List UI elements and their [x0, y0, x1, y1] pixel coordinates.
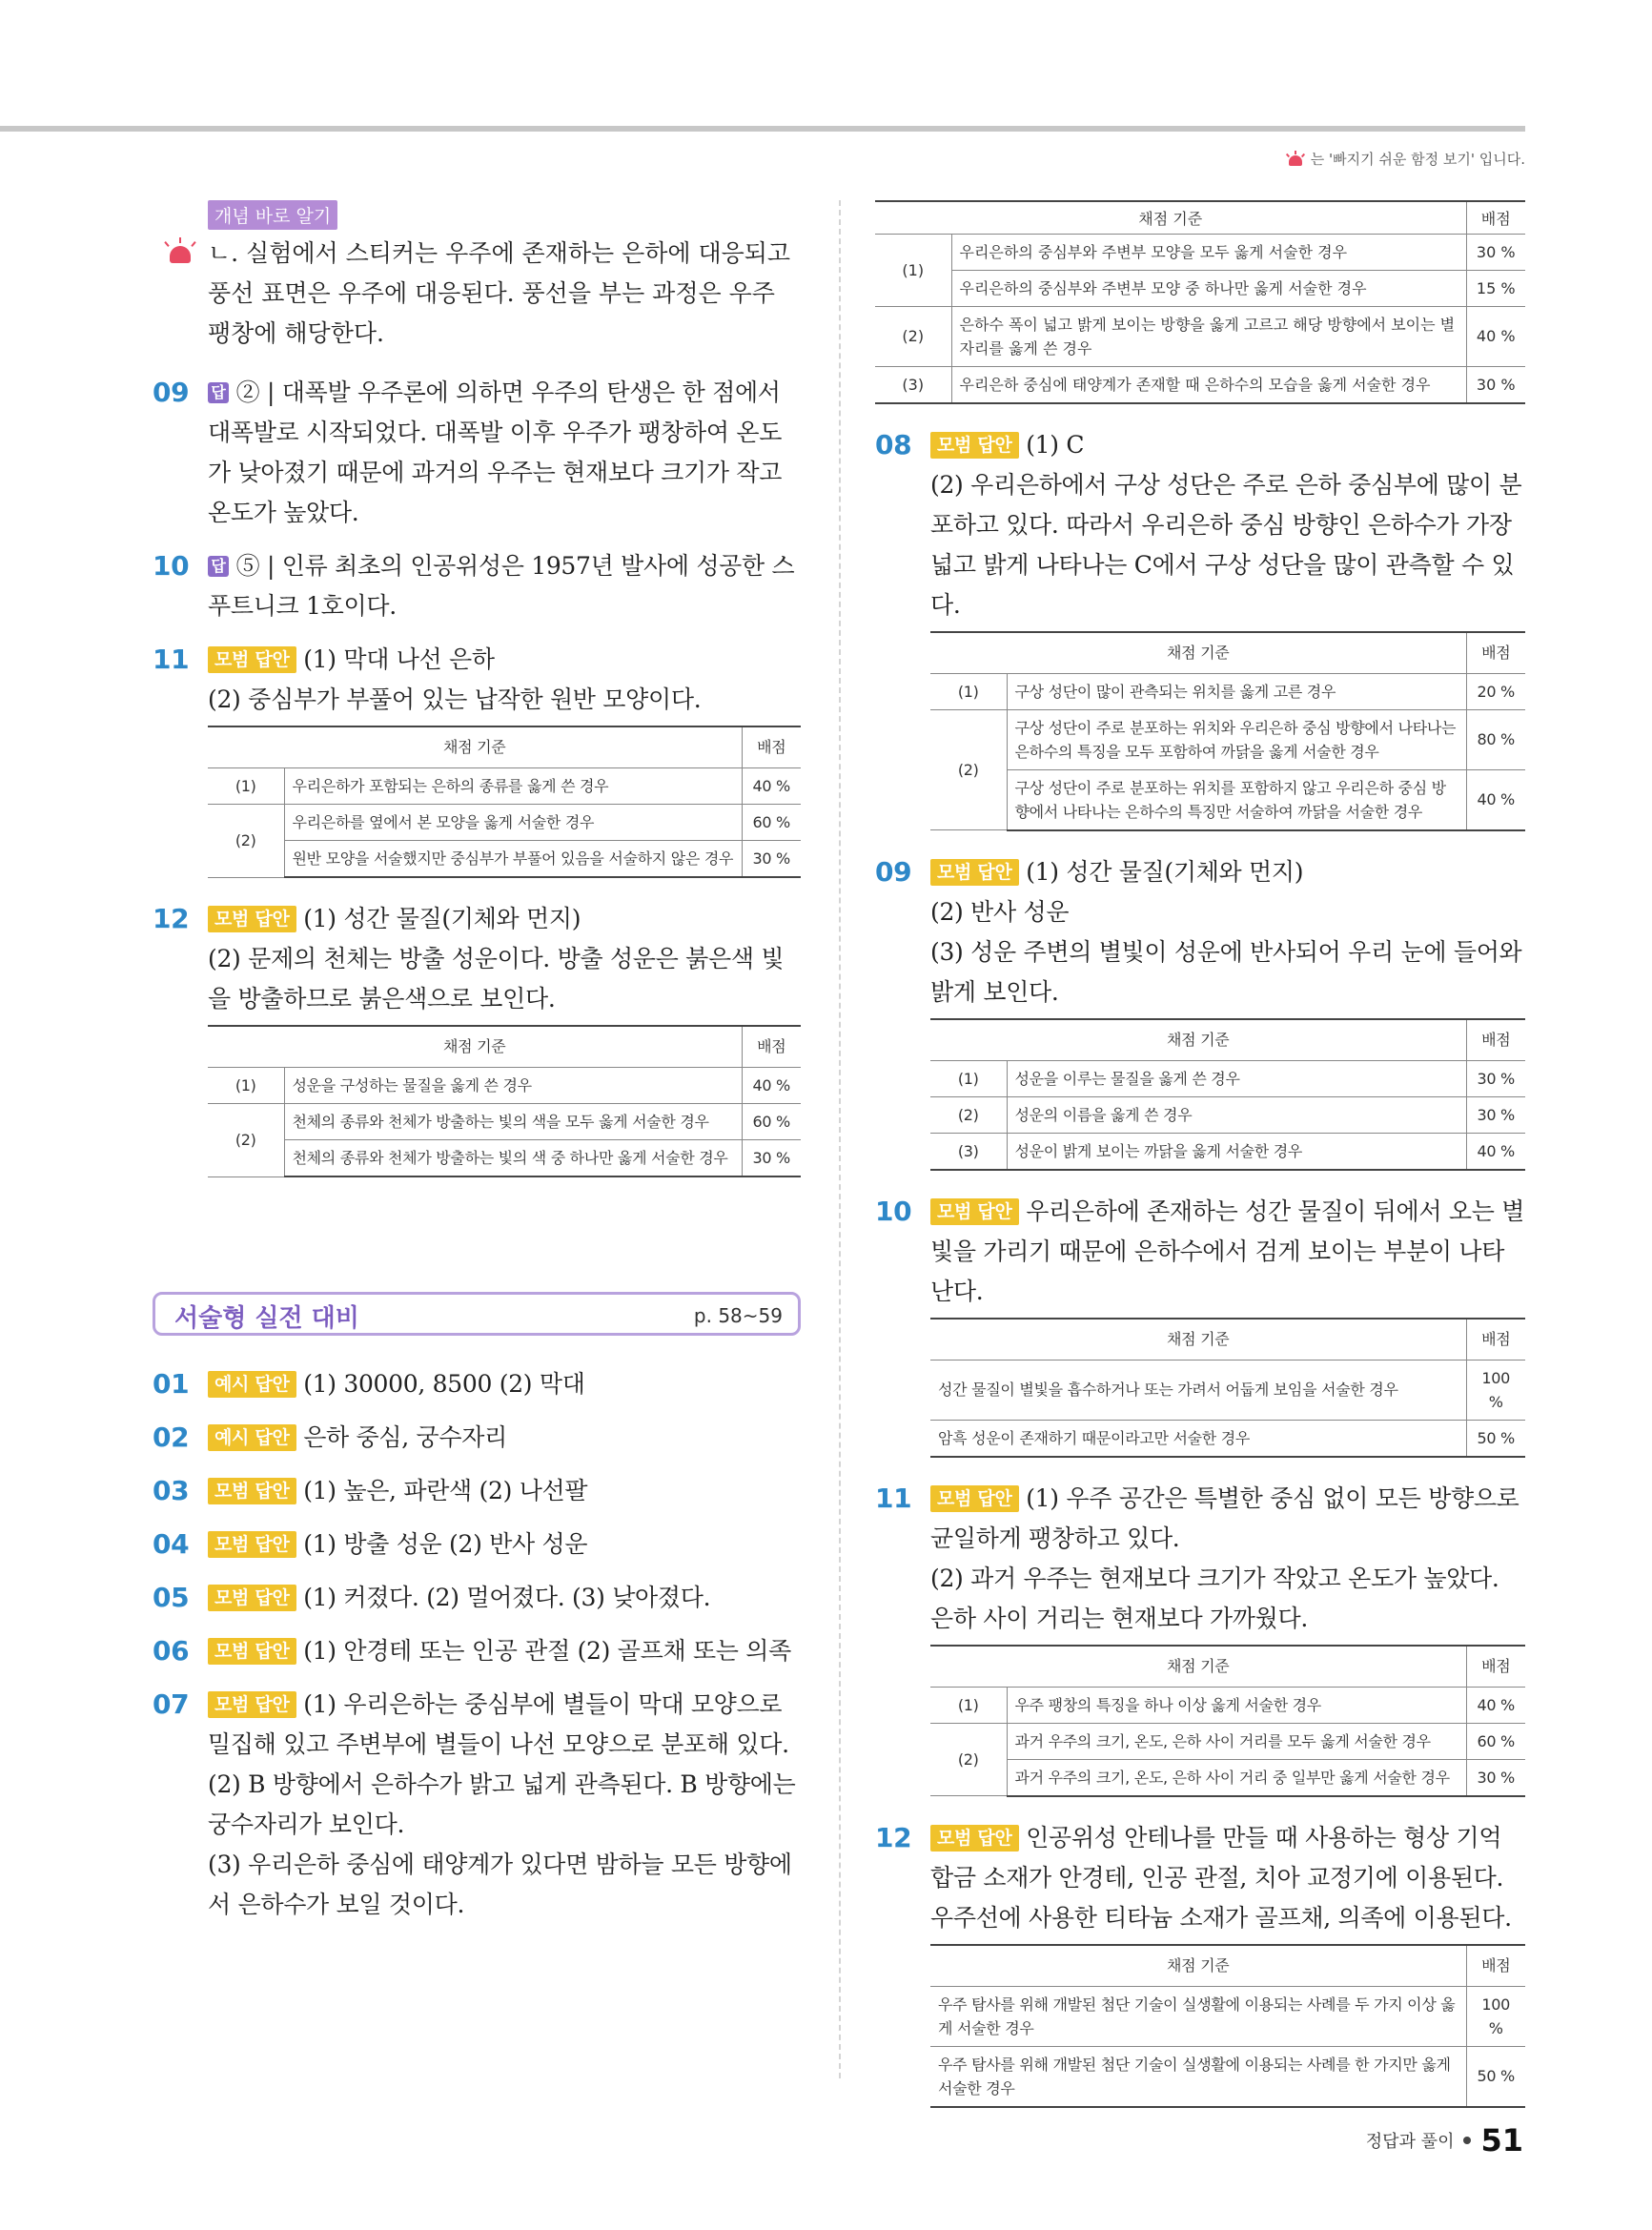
table-row — [875, 366, 1525, 403]
model-answer-tag: 모범 답안 — [930, 859, 1019, 886]
table-row — [930, 1723, 1525, 1759]
section-header — [153, 1292, 801, 1336]
row-score: 100 % — [1466, 1360, 1525, 1420]
model-answer-tag: 모범 답안 — [208, 1691, 296, 1718]
table-row — [875, 306, 1525, 366]
table-row — [930, 709, 1525, 769]
answer-text: ⑤ | 인류 최초의 인공위성은 1957년 발사에 성공한 스푸트니크 1호이다. — [208, 552, 795, 620]
scoring-table — [930, 631, 1525, 831]
table-row — [208, 1104, 801, 1140]
table-header-criteria: 채점 기준 — [208, 726, 742, 768]
row-score: 30 % — [742, 841, 801, 878]
column-divider — [839, 200, 841, 2078]
scoring-table — [930, 1645, 1525, 1797]
row-criteria: 우주 팽창의 특징을 하나 이상 옳게 서술한 경우 — [1007, 1687, 1466, 1723]
answer-02 — [153, 1418, 801, 1458]
answer-line: (1) C — [1026, 430, 1085, 459]
answer-line: (1) 우리은하는 중심부에 별들이 막대 모양으로 밀집해 있고 주변부에 별들이 나선 모양으로 분포해 있다. — [208, 1690, 789, 1758]
row-score: 100 % — [1466, 1986, 1525, 2046]
warning-lamp-icon — [1286, 151, 1305, 168]
row-score: 40 % — [1466, 1687, 1525, 1723]
table-header-score: 배점 — [1466, 632, 1525, 674]
row-score: 30 % — [1466, 1060, 1525, 1096]
answer-06 — [153, 1631, 801, 1671]
question-number: 11 — [153, 644, 190, 675]
row-score: 15 % — [1466, 270, 1525, 306]
answer-10 — [153, 546, 801, 626]
answer-line: (1) 우주 공간은 특별한 중심 없이 모든 방향으로 균일하게 팽창하고 있다. — [930, 1483, 1519, 1552]
row-criteria: 천체의 종류와 천체가 방출하는 빛의 색 중 하나만 옳게 서술한 경우 — [284, 1140, 742, 1177]
table-row — [208, 1068, 801, 1104]
table-row — [930, 769, 1525, 830]
row-key: (2) — [930, 1723, 1007, 1796]
scoring-table — [208, 726, 801, 878]
answer-line: (1) 성간 물질(기체와 먼지) — [303, 905, 581, 932]
row-criteria: 성운의 이름을 옳게 쓴 경우 — [1007, 1096, 1466, 1133]
answer-line: (2) B 방향에서 은하수가 밝고 넓게 관측된다. B 방향에는 궁수자리가 보인다. — [208, 1770, 796, 1838]
row-score: 40 % — [1466, 306, 1525, 366]
table-header-criteria: 채점 기준 — [930, 1945, 1466, 1987]
question-number: 06 — [153, 1635, 190, 1667]
table-row — [208, 1140, 801, 1177]
table-row — [875, 270, 1525, 306]
row-score: 30 % — [742, 1140, 801, 1177]
question-number: 02 — [153, 1422, 190, 1453]
table-row — [208, 768, 801, 805]
table-row — [930, 1060, 1525, 1096]
row-key: (2) — [930, 1096, 1007, 1133]
row-criteria: 성운을 구성하는 물질을 옳게 쓴 경우 — [284, 1068, 742, 1104]
scoring-table — [930, 1318, 1525, 1458]
footer-dot — [1463, 2137, 1471, 2144]
right-column — [875, 200, 1525, 2129]
section-title: 서술형 실전 대비 — [174, 1304, 359, 1333]
example-answer-tag: 예시 답안 — [208, 1371, 296, 1398]
table-row — [930, 1133, 1525, 1170]
table-row — [930, 673, 1525, 709]
answer-line: (2) 문제의 천체는 방출 성운이다. 방출 성운은 붉은색 빛을 방출하므로 붉은색으로 보인다. — [208, 945, 785, 1013]
row-score: 30 % — [1466, 1096, 1525, 1133]
table-header-criteria: 채점 기준 — [930, 1646, 1466, 1688]
answer-text: 우리은하에 존재하는 성간 물질이 뒤에서 오는 별빛을 가리기 때문에 은하수에서 검게 보이는 부분이 나타난다. — [930, 1197, 1525, 1305]
model-answer-tag: 모범 답안 — [208, 1585, 296, 1611]
row-key: (1) — [930, 673, 1007, 709]
model-answer-tag: 모범 답안 — [930, 1825, 1019, 1852]
row-criteria: 성운이 밝게 보이는 까닭을 옳게 서술한 경우 — [1007, 1133, 1466, 1170]
table-row — [930, 2046, 1525, 2107]
example-answer-tag: 예시 답안 — [208, 1424, 296, 1451]
table-header-criteria: 채점 기준 — [875, 201, 1466, 234]
table-row — [208, 805, 801, 841]
answer-text: 은하 중심, 궁수자리 — [303, 1423, 507, 1451]
table-header-criteria: 채점 기준 — [930, 1019, 1466, 1061]
top-note-text: 는 '빠지기 쉬운 함정 보기' 입니다. — [1310, 151, 1525, 168]
answer-text: 인공위성 안테나를 만들 때 사용하는 형상 기억 합금 소재가 안경테, 인공 관절, 치아 교정기에 이용된다. 우주선에 사용한 티타늄 소재가 골프채, 의족에 이용된다. — [930, 1823, 1512, 1932]
answer-line: (2) 과거 우주는 현재보다 크기가 작았고 온도가 높았다. 은하 사이 거리는 현재보다 가까웠다. — [930, 1564, 1499, 1632]
answer-text: (1) 커졌다. (2) 멀어졌다. (3) 낮아졌다. — [303, 1584, 711, 1611]
table-row — [930, 1687, 1525, 1723]
answer-line: (2) 우리은하에서 구상 성단은 주로 은하 중심부에 많이 분포하고 있다. 따라서 우리은하 중심 방향인 은하수가 가장 넓고 밝게 나타나는 C에서 구상 성단을 많이 관측할 수 있다. — [930, 470, 1522, 619]
row-criteria: 우리은하의 중심부와 주변부 모양 중 하나만 옳게 서술한 경우 — [951, 270, 1466, 306]
left-column — [153, 200, 801, 1938]
page-footer — [1366, 2122, 1523, 2158]
row-score: 40 % — [1466, 769, 1525, 830]
row-criteria: 암흑 성운이 존재하기 때문이라고만 서술한 경우 — [930, 1420, 1466, 1457]
answer-01 — [153, 1364, 801, 1404]
model-answer-tag: 모범 답안 — [208, 1638, 296, 1665]
question-number: 12 — [875, 1821, 912, 1853]
question-number: 10 — [875, 1195, 912, 1227]
answer-line: (3) 우리은하 중심에 태양계가 있다면 밤하늘 모든 방향에서 은하수가 보일 것이다. — [208, 1851, 792, 1918]
table-header-criteria: 채점 기준 — [930, 1319, 1466, 1361]
answer-11 — [153, 640, 801, 878]
answer-badge: 답 — [208, 556, 229, 577]
scoring-table-07 — [875, 200, 1525, 404]
model-answer-tag: 모범 답안 — [930, 1485, 1019, 1512]
answer-text: (1) 30000, 8500 (2) 막대 — [303, 1370, 585, 1398]
answer-12 — [153, 899, 801, 1177]
answer-09 — [875, 852, 1525, 1171]
warning-lamp-icon — [164, 237, 196, 266]
concept-tag: 개념 바로 알기 — [208, 200, 337, 230]
answer-text: ② | 대폭발 우주론에 의하면 우주의 탄생은 한 점에서 대폭발로 시작되었다. 대폭발 이후 우주가 팽창하여 온도가 낮아졌기 때문에 과거의 우주는 현재보다 크기가 작고 온도가 높았다. — [208, 378, 783, 526]
row-criteria: 은하수 폭이 넓고 밝게 보이는 방향을 옳게 고르고 해당 방향에서 보이는 별자리를 옳게 쓴 경우 — [951, 306, 1466, 366]
row-score: 60 % — [742, 1104, 801, 1140]
row-key: (1) — [875, 234, 951, 306]
concept-text: ㄴ. 실험에서 스티커는 우주에 존재하는 은하에 대응되고 풍선 표면은 우주에 대응된다. 풍선을 부는 과정은 우주 팽창에 해당한다. — [208, 239, 791, 347]
row-score: 60 % — [1466, 1723, 1525, 1759]
answer-badge: 답 — [208, 382, 229, 403]
answer-11 — [875, 1479, 1525, 1797]
table-header-score: 배점 — [1466, 1646, 1525, 1688]
table-row — [930, 1420, 1525, 1457]
top-note — [1286, 149, 1525, 169]
answer-08 — [875, 425, 1525, 831]
answer-line: (1) 성간 물질(기체와 먼지) — [1026, 857, 1304, 886]
model-answer-tag: 모범 답안 — [208, 1531, 296, 1558]
table-header-score: 배점 — [742, 1026, 801, 1068]
question-number: 04 — [153, 1528, 190, 1560]
model-answer-tag: 모범 답안 — [208, 1478, 296, 1504]
table-row — [875, 234, 1525, 270]
scoring-table — [930, 1944, 1525, 2108]
row-score: 30 % — [1466, 366, 1525, 403]
table-header-score: 배점 — [1466, 1019, 1525, 1061]
answer-09 — [153, 373, 801, 533]
table-header-score: 배점 — [1466, 201, 1525, 234]
table-row — [930, 1986, 1525, 2046]
question-number: 08 — [875, 428, 912, 460]
row-key: (1) — [208, 1068, 284, 1104]
row-criteria: 우리은하가 포함되는 은하의 종류를 옳게 쓴 경우 — [284, 768, 742, 805]
table-row — [930, 1360, 1525, 1420]
row-score: 80 % — [1466, 709, 1525, 769]
row-criteria: 우리은하의 중심부와 주변부 모양을 모두 옳게 서술한 경우 — [951, 234, 1466, 270]
concept-block — [153, 200, 801, 354]
table-row — [930, 1759, 1525, 1796]
row-score: 50 % — [1466, 1420, 1525, 1457]
answer-07 — [153, 1685, 801, 1925]
table-row — [930, 1096, 1525, 1133]
answer-text: (1) 높은, 파란색 (2) 나선팔 — [303, 1477, 588, 1504]
row-criteria: 우주 탐사를 위해 개발된 첨단 기술이 실생활에 이용되는 사례를 한 가지만 옳게 서술한 경우 — [930, 2046, 1466, 2107]
question-number: 12 — [153, 903, 190, 934]
model-answer-tag: 모범 답안 — [930, 432, 1019, 459]
table-header-criteria: 채점 기준 — [208, 1026, 742, 1068]
question-number: 03 — [153, 1475, 190, 1506]
row-criteria: 과거 우주의 크기, 온도, 은하 사이 거리를 모두 옳게 서술한 경우 — [1007, 1723, 1466, 1759]
row-criteria: 천체의 종류와 천체가 방출하는 빛의 색을 모두 옳게 서술한 경우 — [284, 1104, 742, 1140]
question-number: 10 — [153, 550, 190, 582]
row-criteria: 구상 성단이 많이 관측되는 위치를 옳게 고른 경우 — [1007, 673, 1466, 709]
row-criteria: 성간 물질이 별빛을 흡수하거나 또는 가려서 어둡게 보임을 서술한 경우 — [930, 1360, 1466, 1420]
table-header-score: 배점 — [742, 726, 801, 768]
row-key: (3) — [930, 1133, 1007, 1170]
top-rule — [0, 126, 1525, 132]
answer-line: (2) 반사 성운 — [930, 897, 1070, 926]
row-key: (2) — [930, 709, 1007, 830]
row-key: (2) — [875, 306, 951, 366]
row-criteria: 구상 성단이 주로 분포하는 위치와 우리은하 중심 방향에서 나타나는 은하수의 특징을 모두 포함하여 까닭을 옳게 서술한 경우 — [1007, 709, 1466, 769]
model-answer-tag: 모범 답안 — [930, 1198, 1019, 1225]
row-criteria: 성운을 이루는 물질을 옳게 쓴 경우 — [1007, 1060, 1466, 1096]
question-number: 05 — [153, 1582, 190, 1613]
answer-10 — [875, 1192, 1525, 1458]
table-row — [208, 841, 801, 878]
row-score: 50 % — [1466, 2046, 1525, 2107]
row-criteria: 우리은하 중심에 태양계가 존재할 때 은하수의 모습을 옳게 서술한 경우 — [951, 366, 1466, 403]
table-header-score: 배점 — [1466, 1945, 1525, 1987]
question-number: 11 — [875, 1482, 912, 1514]
row-score: 40 % — [742, 768, 801, 805]
row-score: 40 % — [742, 1068, 801, 1104]
row-criteria: 우주 탐사를 위해 개발된 첨단 기술이 실생활에 이용되는 사례를 두 가지 이상 옳게 서술한 경우 — [930, 1986, 1466, 2046]
row-key: (1) — [930, 1060, 1007, 1096]
answer-05 — [153, 1578, 801, 1618]
question-number: 09 — [153, 377, 190, 408]
row-key: (3) — [875, 366, 951, 403]
row-criteria: 구상 성단이 주로 분포하는 위치를 포함하지 않고 우리은하 중심 방향에서 나타나는 은하수의 특징만 서술하여 까닭을 서술한 경우 — [1007, 769, 1466, 830]
row-criteria: 우리은하를 옆에서 본 모양을 옳게 서술한 경우 — [284, 805, 742, 841]
row-score: 40 % — [1466, 1133, 1525, 1170]
table-header-criteria: 채점 기준 — [930, 632, 1466, 674]
question-number: 09 — [875, 855, 912, 888]
section-pages: p. 58~59 — [693, 1304, 783, 1327]
row-score: 60 % — [742, 805, 801, 841]
row-key: (2) — [208, 1104, 284, 1177]
scoring-table — [930, 1018, 1525, 1171]
answer-line: (1) 막대 나선 은하 — [303, 645, 495, 673]
row-criteria: 원반 모양을 서술했지만 중심부가 부풀어 있음을 서술하지 않은 경우 — [284, 841, 742, 878]
footer-label: 정답과 풀이 — [1365, 2132, 1455, 2152]
table-header-score: 배점 — [1466, 1319, 1525, 1361]
answer-03 — [153, 1471, 801, 1511]
row-key: (1) — [208, 768, 284, 805]
row-key: (2) — [208, 805, 284, 878]
answer-line: (3) 성운 주변의 별빛이 성운에 반사되어 우리 눈에 들어와 밝게 보인다. — [930, 937, 1522, 1006]
answer-text: (1) 안경테 또는 인공 관절 (2) 골프채 또는 의족 — [303, 1637, 791, 1665]
row-score: 30 % — [1466, 234, 1525, 270]
model-answer-tag: 모범 답안 — [208, 646, 296, 673]
answer-text: (1) 방출 성운 (2) 반사 성운 — [303, 1530, 588, 1558]
page-number: 51 — [1480, 2122, 1523, 2158]
row-criteria: 과거 우주의 크기, 온도, 은하 사이 거리 중 일부만 옳게 서술한 경우 — [1007, 1759, 1466, 1796]
row-score: 20 % — [1466, 673, 1525, 709]
row-score: 30 % — [1466, 1759, 1525, 1796]
answer-line: (2) 중심부가 부풀어 있는 납작한 원반 모양이다. — [208, 685, 702, 713]
question-number: 01 — [153, 1368, 190, 1400]
question-number: 07 — [153, 1688, 190, 1720]
answer-04 — [153, 1524, 801, 1565]
scoring-table — [208, 1025, 801, 1177]
model-answer-tag: 모범 답안 — [208, 906, 296, 932]
answer-12 — [875, 1818, 1525, 2108]
row-key: (1) — [930, 1687, 1007, 1723]
